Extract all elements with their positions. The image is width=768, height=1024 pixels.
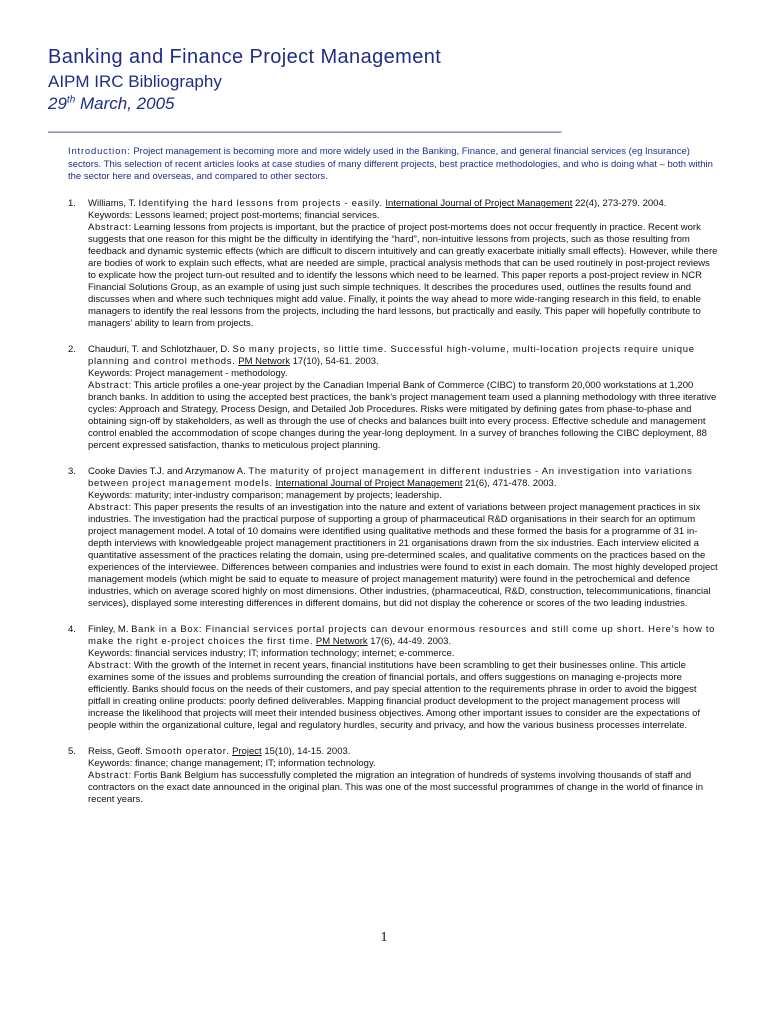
reference-keywords: Keywords: Project management - methodology. [88,368,288,379]
reference-title: So many projects, so little time. Successful high-volume, multi-location projects require unique planning and control methods. [88,344,695,367]
document-header [48,44,441,115]
reference-item [68,746,718,806]
reference-keywords: Keywords: Lessons learned; project post-mortems; financial services. [88,210,380,221]
reference-journal: PM Network [315,636,368,647]
introduction-text: Project management is becoming more and more widely used in the Banking, Finance, and general financial services (eg Insurance) sectors. This selection of recent articles looks at case studies of many different projects, best practice methodologies, and who is doing what – both within the sector here and overseas, and compared to other sectors. [68,146,713,182]
abstract-text: : Learning lessons from projects is important, but the practice of project post-mortems does not occur frequently in practice. Recent work suggests that one reason for this might be the difficulty in identifying the “hard”, non-intuitive lessons from projects, such as those resulting from feedback and dynamic systemic effects (which are difficult to discern intuitively and can greatly exacerbate initially small effects). However, while there are bodies of work to explain such effects, what are needed are simple, practical analysis methods that can be used routinely in post-project reviews to explicate how the project turn-out resulted and to identify the lessons which need to be learned. This paper reports a post-project review in NCR Financial Solutions Group, as an example of using just such simple techniques. It describes the procedures used, outlines the results found and discusses when and where such techniques might add value. Finally, it points the way ahead to more wide-ranging research in this field, to enable managers to identify the real lessons from the projects, including the hard lessons, but practically and easily. This paper will hopefully contribute to managers’ ability to learn from projects. [88,222,718,329]
reference-citation [88,624,718,648]
abstract-label: Abstract [88,502,129,513]
reference-details: 21(6), 471-478. 2003. [462,478,557,489]
abstract-label: Abstract [88,222,129,233]
reference-authors: Williams, T. [88,198,139,209]
document-date [48,93,441,115]
abstract-text: : This paper presents the results of an investigation into the nature and extent of variations between project management practices in six industries. The investigation had the practical purpose of supporting a group of pharmaceutical R&D organisations in their search for an optimum project management model. A total of 10 domains were identified using qualitative methods and these formed the basis for a programme of 31 in-depth interviews with knowledgeable project management practitioners in 21 organisations drawn from the six industries. Each interview elicited a quantitative assessment of the practices relating the domain, using pre-determined scales, and qualitative comments on the practices based on the experiences of the interviewee. Differences between companies and industries were found to exist in each domain. The most highly developed project management models (which might be said to equate to measure of project management maturity) were found in the petrochemical and defence industries, which on average scored highly on most dimensions. Other industries, (pharmaceutical, R&D, construction, telecommunications, financial services), displayed some interesting differences in different domains, but did not display the coherence or scores of the two leading industries. [88,502,718,609]
reference-number: 2. [68,344,76,355]
reference-citation [88,198,718,210]
reference-item [68,466,718,610]
reference-citation [88,746,718,758]
introduction-paragraph [68,146,718,184]
reference-abstract [88,770,718,806]
abstract-text: : With the growth of the Internet in recent years, financial institutions have been scrambling to get their businesses online. This article examines some of the issues and problems surrounding the creation of financial portals, and offers suggestions on managing e-projects more efficiently. Banks should focus on the needs of their customers, and pay special attention to the requirements phrase in order to avoid the biggest pitfall in creating online products: poorly defined deliverables. Mapping financial product development to the project management process will increase the likelihood that projects will meet their intended business objectives. Among other important issues to consider are the expectations of people within the organizational culture, legal and regulatory hurdles, security and privacy, and how the various business processes interrelate. [88,660,701,731]
reference-abstract [88,660,718,732]
reference-journal: PM Network [238,356,290,367]
reference-authors: Chauduri, T. and Schlotzhauer, D. [88,344,233,355]
abstract-text: : This article profiles a one-year project by the Canadian Imperial Bank of Commerce (CIBC) to transform 20,000 workstations at 1,200 branch banks. In addition to using the accepted best practices, the bank’s project management team used a planning methodology with three iterative cycles: Approach and Strategy, Process Design, and Detailed Job Procedures. Risks were mitigated by defining gates from phase-to-phase and obtaining sign-off by stakeholders, as well as through the use of checks and balances built into every process. Effective schedule and management control enabled the accommodation of scope changes during the year-long deployment. In a survey of branches following the CIBC deployment, 88 percent expressed satisfaction, thanks to meticulous project planning. [88,380,717,451]
reference-number: 1. [68,198,76,209]
header-divider: _______________________________________________________________________ [48,119,562,133]
reference-details: 15(10), 14-15. 2003. [261,746,351,757]
abstract-label: Abstract [88,380,129,391]
reference-abstract [88,380,718,452]
reference-details: 17(6), 44-49. 2003. [367,636,452,647]
reference-citation [88,466,718,490]
reference-number: 5. [68,746,76,757]
reference-list [68,198,718,820]
abstract-label: Abstract [88,770,129,781]
introduction-label: Introduction: [68,146,131,157]
reference-journal: International Journal of Project Management [385,198,573,209]
reference-abstract [88,502,718,610]
reference-keywords: Keywords: maturity; inter-industry comparison; management by projects; leadership. [88,490,442,501]
date-rest: March, 2005 [75,94,175,113]
reference-journal: Project [232,746,262,757]
reference-journal: International Journal of Project Management [275,478,463,489]
reference-title: Smooth operator. [145,746,230,757]
page-number: 1 [380,930,388,945]
reference-details: 22(4), 273-279. 2004. [572,198,667,209]
reference-number: 4. [68,624,76,635]
document-title: Banking and Finance Project Management [48,46,442,68]
reference-title: The maturity of project management in different industries - An investigation into variations between project management models. [88,466,693,489]
abstract-text: : Fortis Bank Belgium has successfully completed the migration an integration of hundreds of systems involving thousands of staff and contractors on the exact date announced in the original plan. This was one of the most successful programmes of change in the world of finance in recent years. [88,770,704,805]
reference-keywords: Keywords: financial services industry; IT; information technology; internet; e-commerce. [88,648,455,659]
reference-details: 17(10), 54-61. 2003. [289,356,379,367]
reference-abstract [88,222,718,330]
abstract-label: Abstract [88,660,129,671]
reference-item [68,344,718,452]
reference-item [68,198,718,330]
document-subtitle: AIPM IRC Bibliography [48,72,222,91]
reference-number: 3. [68,466,76,477]
reference-authors: Finley, M. [88,624,132,635]
reference-keywords: Keywords: finance; change management; IT; information technology. [88,758,376,769]
reference-authors: Reiss, Geoff. [88,746,146,757]
reference-title: Identifying the hard lessons from projects - easily. [138,198,383,209]
reference-title: Bank in a Box: Financial services portal projects can devour enormous resources and still come up short. Here’s how to make the right e-project choices the first time. [88,624,716,647]
date-suffix: th [66,94,76,106]
date-day: 29 [48,94,67,113]
reference-item [68,624,718,732]
reference-citation [88,344,718,368]
reference-authors: Cooke Davies T.J. and Arzymanow A. [88,466,249,477]
